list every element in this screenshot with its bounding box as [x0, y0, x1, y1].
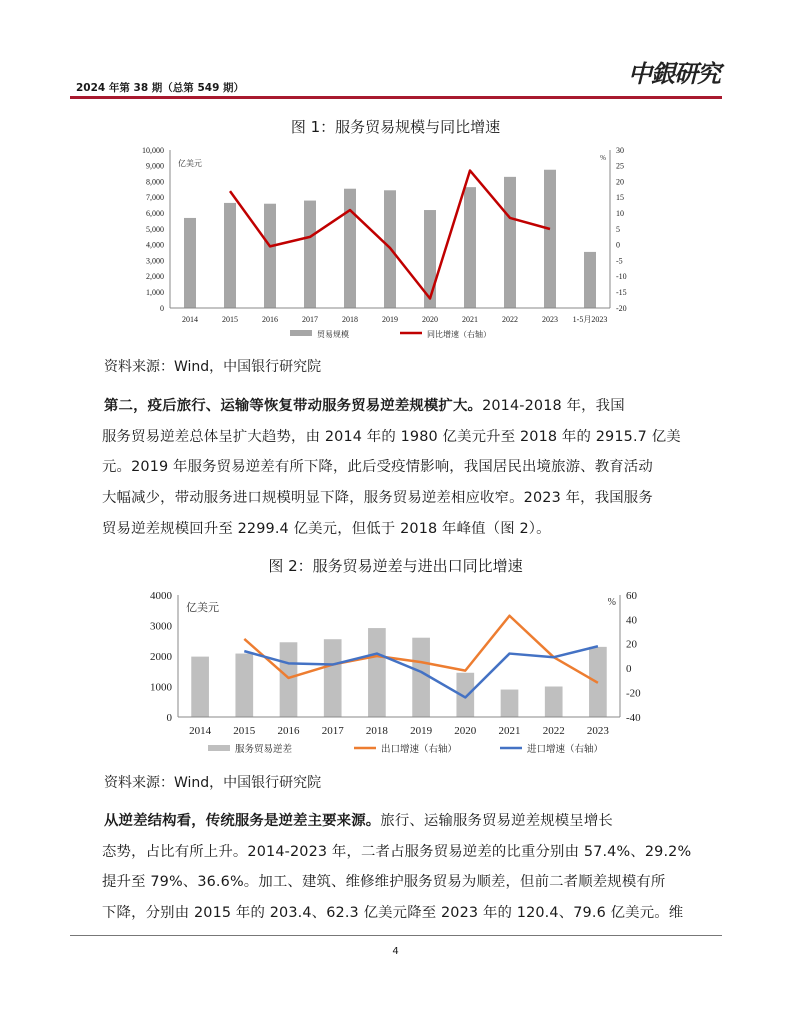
paragraph2-line: 旅行、运输服务贸易逆差规模呈增长 [380, 813, 613, 829]
bar [280, 642, 298, 717]
issue-label: 2024 年第 38 期（总第 549 期） [76, 82, 245, 94]
left-tick-label: 8,000 [146, 177, 164, 187]
x-tick-label: 2017 [321, 725, 344, 737]
bar [224, 203, 236, 308]
right-tick-label: -10 [616, 272, 627, 282]
legend-swatch [290, 330, 312, 336]
legend-swatch [208, 745, 230, 751]
x-tick-label: 2020 [422, 315, 438, 324]
right-tick-label: 5 [616, 224, 620, 234]
left-tick-label: 5,000 [146, 224, 164, 234]
paragraph1-line: 贸易逆差规模回升至 2299.4 亿美元，但低于 2018 年峰值（图 2）。 [102, 520, 551, 537]
bar [464, 187, 476, 308]
bar [545, 687, 563, 718]
paragraph2-line: 下降，分别由 2015 年的 203.4、62.3 亿美元降至 2023 年的 120.4、79.6 亿美元。维 [102, 905, 684, 922]
x-tick-label: 2023 [542, 315, 558, 324]
legend-label: 进口增速（右轴） [527, 744, 604, 755]
right-tick-label: 0 [616, 240, 620, 250]
right-axis-unit: % [607, 597, 616, 608]
left-tick-label: 7,000 [146, 193, 164, 203]
x-tick-label: 2014 [182, 315, 198, 324]
left-tick-label: 4,000 [146, 240, 164, 250]
figure2-title: 图 2：服务贸易逆差与进出口同比增速 [268, 557, 523, 575]
right-tick-label: 30 [616, 145, 624, 155]
paragraph1-line: 服务贸易逆差总体呈扩大趋势，由 2014 年的 1980 亿美元升至 2018 年的 2915.7 亿美 [102, 428, 681, 445]
bar [544, 170, 556, 308]
right-tick-label: 25 [616, 161, 624, 171]
bar [501, 690, 519, 717]
x-tick-label: 2021 [498, 725, 521, 737]
left-tick-label: 10,000 [142, 145, 164, 155]
right-tick-label: 10 [616, 209, 624, 218]
right-tick-label: 20 [616, 177, 624, 187]
bar [235, 654, 253, 717]
right-tick-label: 60 [626, 589, 637, 602]
x-tick-label: 1-5月2023 [572, 315, 608, 324]
bar [264, 204, 276, 308]
footer-rule [70, 935, 722, 936]
right-tick-label: 20 [626, 638, 637, 651]
x-tick-label: 2015 [233, 725, 256, 737]
bar [184, 218, 196, 308]
left-axis-unit: 亿美元 [186, 601, 219, 614]
right-axis-unit: % [600, 154, 606, 162]
bar [304, 201, 316, 308]
paragraph2-line: 态势，占比有所上升。2014-2023 年，二者占服务贸易逆差的比重分别由 57.4%、29.2% [102, 843, 692, 860]
bar [191, 657, 209, 717]
x-tick-label: 2022 [502, 315, 518, 324]
x-tick-label: 2017 [302, 315, 318, 324]
paragraph-deficit-structure [104, 806, 730, 929]
bar [412, 638, 430, 717]
header-rule [70, 96, 722, 99]
paragraph2-line: 提升至 79%、36.6%。加工、建筑、维修维护服务贸易为顺差，但前二者顺差规模有所 [102, 874, 666, 891]
paragraph2-lead: 从逆差结构看，传统服务是逆差主要来源。 [104, 813, 381, 829]
left-tick-label: 2000 [150, 650, 172, 663]
x-tick-label: 2016 [262, 315, 278, 324]
x-tick-label: 2016 [277, 725, 300, 737]
legend-label: 出口增速（右轴） [381, 744, 458, 755]
x-tick-label: 2018 [365, 725, 388, 737]
brand-logo: 中銀研究 [628, 59, 720, 88]
right-tick-label: -20 [616, 303, 627, 313]
bar [584, 252, 596, 308]
right-tick-label: -15 [616, 288, 627, 297]
left-tick-label: 3,000 [146, 256, 164, 266]
right-tick-label: 0 [626, 663, 632, 676]
figure2-source: 资料来源：Wind，中国银行研究院 [104, 775, 322, 791]
x-tick-label: 2018 [342, 315, 358, 324]
x-tick-label: 2014 [189, 725, 212, 737]
paragraph1-line: 大幅减少，带动服务进口规模明显下降，服务贸易逆差相应收窄。2023 年，我国服务 [102, 490, 653, 507]
paragraph1-line: 元。2019 年服务贸易逆差有所下降，此后受疫情影响，我国居民出境旅游、教育活动 [102, 459, 653, 476]
legend-label: 服务贸易逆差 [235, 744, 293, 755]
right-tick-label: -5 [616, 256, 623, 266]
paragraph1-line: 2014-2018 年，我国 [482, 398, 625, 414]
right-tick-label: -40 [626, 711, 641, 724]
left-tick-label: 0 [166, 711, 172, 724]
page-number: 4 [392, 946, 399, 957]
x-tick-label: 2019 [410, 725, 433, 737]
left-tick-label: 0 [160, 303, 164, 313]
left-tick-label: 9,000 [146, 161, 164, 171]
bar [504, 177, 516, 308]
x-tick-label: 2022 [542, 725, 565, 737]
legend-label: 同比增速（右轴） [427, 330, 491, 339]
x-tick-label: 2021 [462, 315, 478, 324]
figure2-chart [120, 585, 660, 765]
paragraph-deficit-scale [104, 391, 730, 545]
paragraph1-lead: 第二，疫后旅行、运输等恢复带动服务贸易逆差规模扩大。 [104, 398, 483, 414]
left-axis-unit: 亿美元 [178, 159, 202, 168]
bar [368, 628, 386, 717]
x-tick-label: 2023 [586, 725, 609, 737]
left-tick-label: 6,000 [146, 209, 164, 218]
bar [344, 189, 356, 308]
right-tick-label: -20 [626, 687, 641, 700]
left-tick-label: 2,000 [146, 272, 164, 282]
legend-label: 贸易规模 [317, 330, 349, 339]
left-tick-label: 1,000 [146, 288, 164, 297]
right-tick-label: 15 [616, 193, 624, 203]
bar [324, 639, 342, 717]
figure1-title: 图 1：服务贸易规模与同比增速 [290, 118, 501, 136]
figure1-source: 资料来源：Wind，中国银行研究院 [104, 359, 322, 375]
left-tick-label: 3000 [150, 620, 172, 633]
right-tick-label: 40 [626, 614, 637, 627]
x-tick-label: 2015 [222, 315, 238, 324]
x-tick-label: 2020 [454, 725, 477, 737]
x-tick-label: 2019 [382, 315, 398, 324]
left-tick-label: 1000 [150, 681, 172, 694]
left-tick-label: 4000 [150, 589, 172, 602]
figure1-chart [120, 140, 640, 345]
